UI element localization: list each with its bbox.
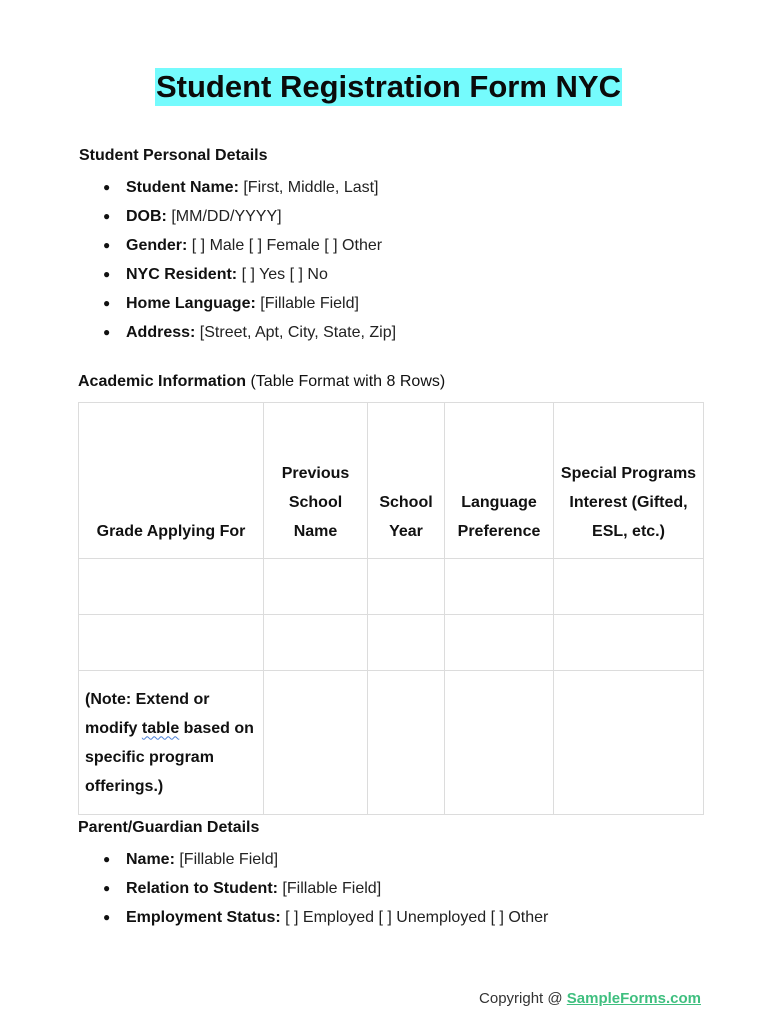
field-label: Address: (126, 324, 196, 341)
field-placeholder[interactable]: [ ] Yes [ ] No (237, 266, 328, 283)
table-row (79, 615, 704, 671)
academic-info-heading (78, 372, 445, 392)
personal-details-heading: Student Personal Details (79, 147, 268, 164)
academic-heading-note: (Table Format with 8 Rows) (246, 373, 446, 390)
title-wrapper (0, 68, 777, 106)
table-cell[interactable] (445, 615, 554, 671)
academic-table (78, 402, 704, 815)
note-text: based on specific program offerings.) (85, 719, 254, 795)
field-label: DOB: (126, 208, 167, 225)
field-placeholder[interactable]: [Fillable Field] (255, 295, 359, 312)
table-row (79, 671, 704, 815)
guardian-details-list (0, 845, 548, 932)
list-item (0, 874, 548, 903)
field-placeholder[interactable]: [Fillable Field] (174, 851, 279, 868)
column-header: Language Preference (445, 403, 554, 559)
table-cell[interactable] (554, 559, 704, 615)
field-label: Relation to Student: (126, 880, 278, 897)
personal-details-list (0, 173, 396, 347)
field-placeholder[interactable]: [MM/DD/YYYY] (166, 208, 282, 225)
list-item (0, 289, 396, 318)
table-header-row (79, 403, 704, 559)
table-note-cell (79, 671, 264, 815)
bullet-icon: ● (103, 881, 111, 895)
table-cell[interactable] (79, 615, 264, 671)
bullet-icon: ● (103, 325, 111, 339)
table-cell[interactable] (554, 671, 704, 815)
bullet-icon: ● (103, 180, 111, 194)
note-spellcheck-word: table (141, 719, 180, 737)
field-label: Name: (126, 851, 175, 868)
table-cell[interactable] (445, 671, 554, 815)
note-text: (Note: Extend or modify (85, 690, 210, 737)
table-cell[interactable] (368, 671, 445, 815)
brand-link[interactable]: SampleForms.com (566, 990, 701, 1007)
copyright-text: Copyright @ (479, 990, 567, 1007)
table-row (79, 559, 704, 615)
bullet-icon: ● (103, 209, 111, 223)
guardian-details-heading: Parent/Guardian Details (78, 819, 260, 836)
bullet-icon: ● (103, 852, 111, 866)
field-label: Home Language: (126, 295, 256, 312)
field-placeholder[interactable]: [Fillable Field] (277, 880, 382, 897)
table-cell[interactable] (79, 559, 264, 615)
field-label: Employment Status: (126, 909, 281, 926)
list-item (0, 260, 396, 289)
column-header: Special Programs Interest (Gifted, ESL, etc.) (554, 403, 704, 559)
table-cell[interactable] (368, 615, 445, 671)
list-item (0, 231, 396, 260)
bullet-icon: ● (103, 296, 111, 310)
table-cell[interactable] (554, 615, 704, 671)
page-title: Student Registration Form NYC (155, 69, 621, 104)
field-placeholder[interactable]: [First, Middle, Last] (238, 179, 379, 196)
field-label: NYC Resident: (126, 266, 238, 283)
field-placeholder[interactable]: [ ] Employed [ ] Unemployed [ ] Other (280, 909, 549, 926)
list-item (0, 318, 396, 347)
table-cell[interactable] (445, 559, 554, 615)
bullet-icon: ● (103, 910, 111, 924)
field-placeholder[interactable]: [ ] Male [ ] Female [ ] Other (187, 237, 383, 254)
table-cell[interactable] (264, 559, 368, 615)
list-item (0, 202, 396, 231)
column-header: Previous School Name (264, 403, 368, 559)
table-cell[interactable] (368, 559, 445, 615)
field-label: Gender: (126, 237, 188, 254)
field-placeholder[interactable]: [Street, Apt, City, State, Zip] (195, 324, 397, 341)
list-item (0, 903, 548, 932)
academic-heading-text: Academic Information (78, 373, 247, 390)
bullet-icon: ● (103, 267, 111, 281)
field-label: Student Name: (126, 179, 239, 196)
table-cell[interactable] (264, 671, 368, 815)
copyright-footer (479, 990, 701, 1007)
column-header: Grade Applying For (79, 403, 264, 559)
column-header: School Year (368, 403, 445, 559)
list-item (0, 173, 396, 202)
list-item (0, 845, 548, 874)
bullet-icon: ● (103, 238, 111, 252)
table-cell[interactable] (264, 615, 368, 671)
